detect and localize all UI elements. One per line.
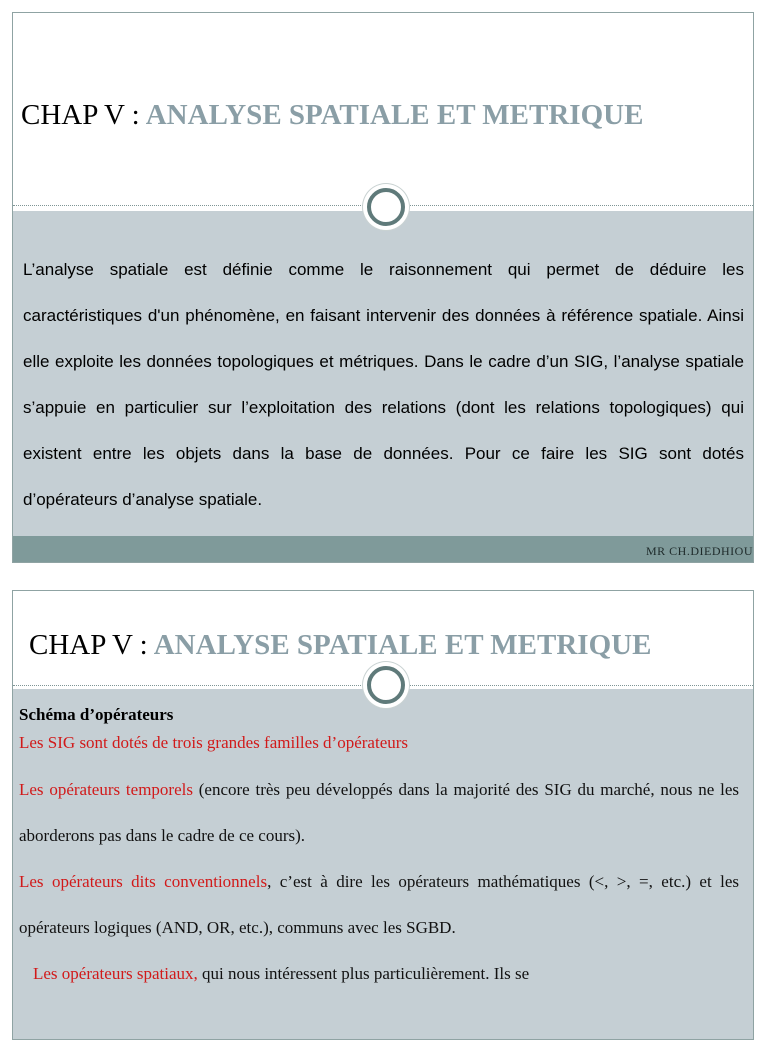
circle-ornament-icon	[367, 666, 405, 704]
title-prefix: CHAP V :	[29, 629, 148, 661]
circle-ornament-icon	[367, 188, 405, 226]
slide-1-title	[21, 99, 643, 132]
slide-1	[12, 12, 754, 563]
footer-bar	[13, 536, 753, 562]
operator-text: (encore très peu développés dans la majorité des SIG du marché, nous ne les aborderons pas dans le cadre de ce cours).	[19, 780, 739, 845]
slide-2-title	[29, 629, 651, 662]
section-heading: Schéma d’opérateurs	[19, 705, 174, 724]
title-prefix: CHAP V :	[21, 99, 140, 131]
operator-label: Les opérateurs spatiaux,	[33, 964, 198, 983]
operator-text: qui nous intéressent plus particulièrement. Ils se	[197, 964, 530, 983]
operator-text: , c’est à dire les opérateurs mathématiques (<, >, =, etc.) et les opérateurs logiques (AND, OR, etc.), communs avec les SGBD.	[19, 872, 740, 937]
definition-paragraph: L’analyse spatiale est définie comme le raisonnement qui permet de déduire les caractéristiques d'un phénomène, en faisant intervenir des données à référence spatiale. Ainsi elle exploite les données topologiques et métriques. Dans le cadre d’un SIG, l’analyse spatiale s’appuie en particulier sur l’exploitation des relations (dont les relations topologiques) qui existent entre les objets dans la base de données. Pour ce faire les SIG sont dotés d’opérateurs d’analyse spatiale.	[23, 260, 744, 509]
slide-2	[12, 590, 754, 1040]
operators-content	[19, 703, 739, 997]
lead-sentence: Les SIG sont dotés de trois grandes familles d’opérateurs	[19, 733, 409, 752]
operator-label: Les opérateurs temporels	[19, 780, 193, 799]
title-main: ANALYSE SPATIALE ET METRIQUE	[153, 629, 652, 661]
author-label: MR CH.DIEDHIOU	[646, 544, 753, 558]
operator-label: Les opérateurs dits conventionnels	[19, 872, 268, 891]
operator-item-conventional	[19, 859, 739, 951]
operator-item-temporal	[19, 767, 739, 859]
title-main: ANALYSE SPATIALE ET METRIQUE	[145, 99, 644, 131]
operator-item-spatial	[19, 951, 739, 997]
